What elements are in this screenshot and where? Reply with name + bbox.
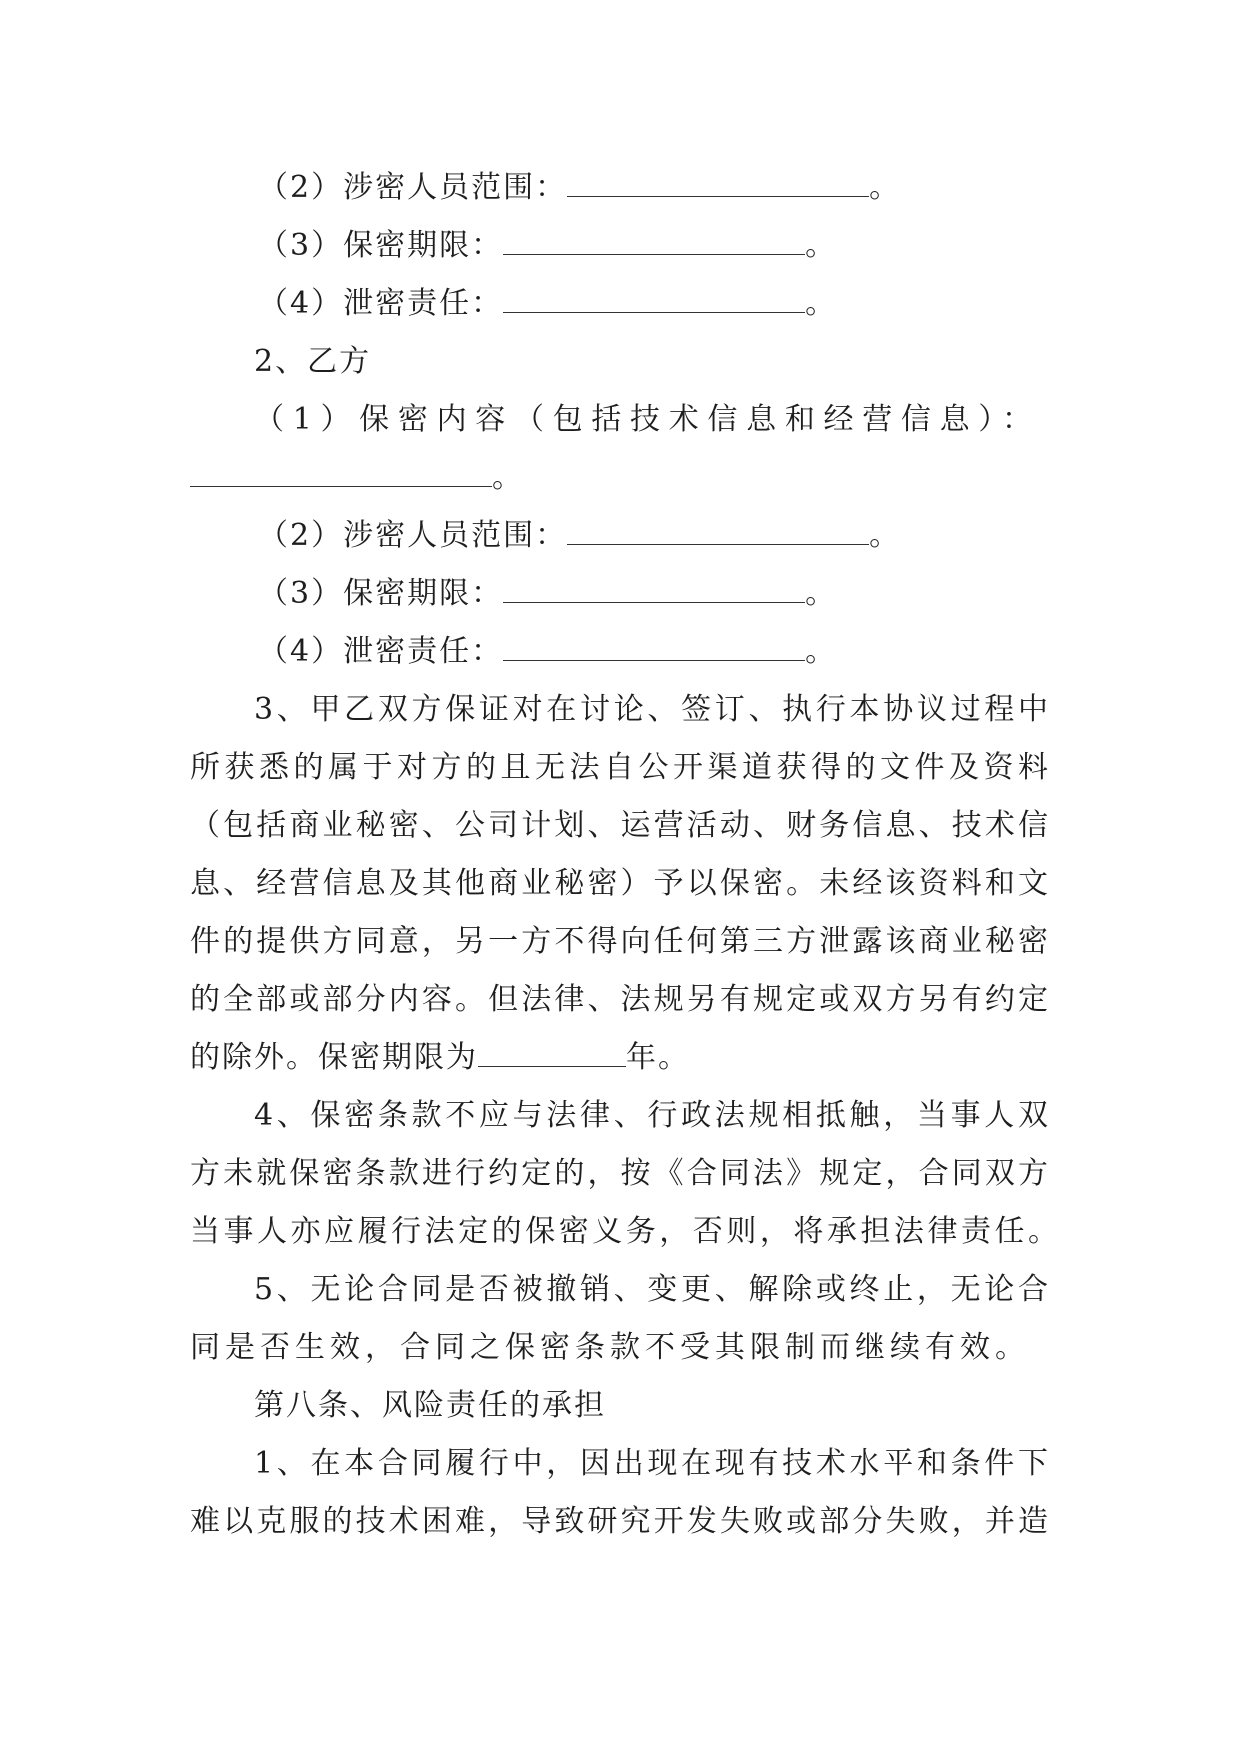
clause-5-line: 5、无论合同是否被撤销、变更、解除或终止，无论合 — [254, 1272, 1050, 1307]
clause-4-line: 当事人亦应履行法定的保密义务，否则，将承担法律责任。 — [190, 1214, 1060, 1249]
article-8-heading: 第八条、风险责任的承担 — [254, 1388, 606, 1423]
item-label: （1）保密内容（包括技术信息和经营信息）： — [254, 402, 1034, 437]
party-b-item-4 — [258, 632, 837, 672]
clause-4-line: 4、保密条款不应与法律、行政法规相抵触，当事人双 — [254, 1098, 1050, 1133]
fill-blank — [503, 634, 805, 661]
item-label: （3）保密期限： — [258, 228, 504, 263]
end-mark: 。 — [805, 576, 838, 611]
item-label: （4）泄密责任： — [258, 634, 504, 669]
fill-blank — [567, 170, 869, 197]
end-mark: 。 — [805, 286, 838, 321]
end-mark: 。 — [805, 634, 838, 669]
text-prefix: 的除外。保密期限为 — [190, 1040, 478, 1075]
party-b-item-2 — [258, 516, 901, 556]
fill-blank — [478, 1040, 626, 1067]
clause-3-line: （包括商业秘密、公司计划、运营活动、财务信息、技术信 — [190, 808, 1050, 843]
item-label: （4）泄密责任： — [258, 286, 504, 321]
party-b-heading: 2、乙方 — [254, 344, 372, 379]
clause-3-line: 件的提供方同意，另一方不得向任何第三方泄露该商业秘密 — [190, 924, 1050, 959]
end-mark: 。 — [805, 228, 838, 263]
item-label: （2）涉密人员范围： — [258, 518, 568, 553]
party-a-item-2 — [258, 168, 901, 208]
end-mark: 。 — [492, 460, 524, 495]
fill-blank — [567, 518, 869, 545]
clause-3-line: 3、甲乙双方保证对在讨论、签订、执行本协议过程中 — [254, 692, 1050, 727]
clause-3-line: 的全部或部分内容。但法律、法规另有规定或双方另有约定 — [190, 982, 1050, 1017]
party-a-item-4 — [258, 284, 837, 324]
fill-blank — [503, 228, 805, 255]
article-8-clause-1-line: 难以克服的技术困难，导致研究开发失败或部分失败，并造 — [190, 1504, 1050, 1539]
party-b-item-1-continuation — [190, 458, 524, 498]
text-suffix: 年。 — [626, 1040, 690, 1075]
clause-5-line: 同是否生效，合同之保密条款不受其限制而继续有效。 — [190, 1330, 1030, 1365]
fill-blank — [190, 460, 492, 487]
clause-3-line: 所获悉的属于对方的且无法自公开渠道获得的文件及资料 — [190, 750, 1050, 785]
end-mark: 。 — [869, 518, 902, 553]
party-a-item-3 — [258, 226, 837, 266]
clause-4-line: 方未就保密条款进行约定的，按《合同法》规定，合同双方 — [190, 1156, 1050, 1191]
fill-blank — [503, 576, 805, 603]
item-label: （2）涉密人员范围： — [258, 170, 568, 205]
end-mark: 。 — [869, 170, 902, 205]
item-label: （3）保密期限： — [258, 576, 504, 611]
clause-3-last-line — [190, 1038, 690, 1078]
clause-3-line: 息、经营信息及其他商业秘密）予以保密。未经该资料和文 — [190, 866, 1050, 901]
party-b-item-1 — [254, 400, 1034, 440]
article-8-clause-1-line: 1、在本合同履行中，因出现在现有技术水平和条件下 — [254, 1446, 1050, 1481]
party-b-item-3 — [258, 574, 837, 614]
fill-blank — [503, 286, 805, 313]
